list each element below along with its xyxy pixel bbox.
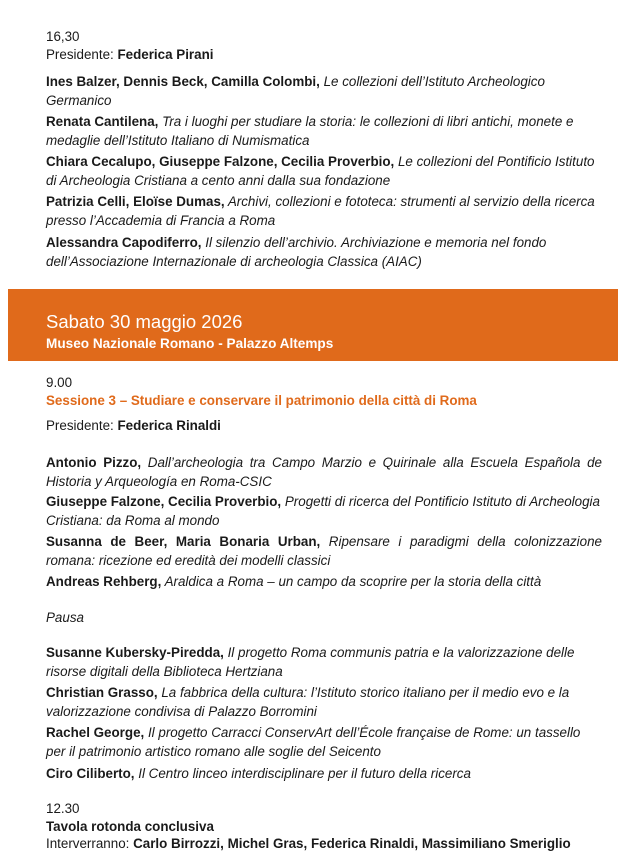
session-title: Sessione 3 – Studiare e conservare il patrimonio della città di Roma	[46, 393, 477, 408]
talk-title: Il progetto Carracci ConservArt dell’École française de Rome: un tassello per il patrimonio artistico romano alle soglie del Seicento	[46, 725, 581, 759]
talk-authors: Christian Grasso,	[46, 685, 158, 700]
saturday-president	[46, 416, 602, 435]
talk-entry	[46, 532, 602, 570]
talk-authors: Ciro Ciliberto,	[46, 766, 135, 781]
day-header-band	[8, 289, 618, 361]
talk-authors: Alessandra Capodiferro,	[46, 235, 202, 250]
talk-entry	[46, 453, 602, 491]
talk-entry	[46, 72, 602, 110]
talk-title: Tra i luoghi per studiare la storia: le collezioni di libri antichi, monete e medaglie dell’Istituto Italiano di Numismatica	[46, 114, 574, 148]
talk-authors: Renata Cantilena,	[46, 114, 159, 129]
speakers-names: Carlo Birrozzi, Michel Gras, Federica Rinaldi, Massimiliano Smeriglio	[133, 836, 571, 851]
talk-authors: Ines Balzer, Dennis Beck, Camilla Colombi,	[46, 74, 320, 89]
talk-authors: Rachel George,	[46, 725, 145, 740]
talk-title: Il Centro linceo interdisciplinare per il futuro della ricerca	[134, 766, 471, 781]
speakers-label: Interverranno:	[46, 836, 134, 851]
talk-title: Il silenzio dell’archivio. Archiviazione e memoria nel fondo dell’Associazione Internazionale di archeologia Classica (AIAC)	[46, 235, 547, 269]
president-name: Federica Pirani	[117, 47, 214, 62]
talk-entry	[46, 492, 602, 530]
talk-title: Araldica a Roma – un campo da scoprire per la storia della città	[161, 574, 542, 589]
talk-authors: Patrizia Celli, Eloïse Dumas,	[46, 194, 225, 209]
round-table-speakers	[46, 834, 602, 853]
talk-authors: Susanne Kubersky-Piredda,	[46, 645, 224, 660]
talk-title: Archivi, collezioni e fototeca: strumenti al servizio della ricerca presso l’Accademia di Francia a Roma	[46, 194, 595, 228]
friday-time: 16,30	[46, 29, 80, 44]
talk-entry	[46, 572, 602, 591]
talk-authors: Chiara Cecalupo, Giuseppe Falzone, Cecilia Proverbio,	[46, 154, 395, 169]
talk-title: Ripensare i paradigmi della colonizzazione romana: ricezione ed eredità dei modelli classici	[46, 534, 602, 568]
president-label: Presidente:	[46, 418, 118, 433]
day-date: Sabato 30 maggio 2026	[46, 311, 243, 332]
talk-authors: Giuseppe Falzone, Cecilia Proverbio,	[46, 494, 282, 509]
round-table-title: Tavola rotonda conclusiva	[46, 819, 214, 834]
president-name: Federica Rinaldi	[117, 418, 221, 433]
talk-title: La fabbrica della cultura: l’Istituto storico italiano per il medio evo e la valorizzazione condivisa di Palazzo Borromini	[46, 685, 570, 719]
talk-entry	[46, 764, 602, 783]
talk-entry	[46, 723, 602, 761]
talk-entry	[46, 233, 602, 271]
day-venue: Museo Nazionale Romano - Palazzo Altemps	[46, 336, 334, 351]
talk-authors: Andreas Rehberg,	[46, 574, 162, 589]
saturday-time: 9.00	[46, 375, 73, 390]
talk-title: Il progetto Roma communis patria e la valorizzazione delle risorse digitali della Biblioteca Hertziana	[46, 645, 575, 679]
talk-authors: Antonio Pizzo,	[46, 455, 142, 470]
friday-president	[46, 45, 602, 64]
talk-entry	[46, 643, 602, 681]
pause-label: Pausa	[46, 610, 84, 625]
talk-title: Le collezioni dell’Istituto Archeologico Germanico	[46, 74, 545, 108]
talk-entry	[46, 683, 602, 721]
talk-authors: Susanna de Beer, Maria Bonaria Urban,	[46, 534, 321, 549]
talk-entry	[46, 192, 602, 230]
talk-title: Dall’archeologia tra Campo Marzio e Quirinale alla Escuela Española de Historia y Arqueología en Roma-CSIC	[46, 455, 602, 489]
talk-title: Progetti di ricerca del Pontificio Istituto di Archeologia Cristiana: da Roma al mondo	[46, 494, 600, 528]
talk-title: Le collezioni del Pontificio Istituto di Archeologia Cristiana a cento anni dalla sua fondazione	[46, 154, 595, 188]
closing-time: 12.30	[46, 801, 80, 816]
president-label: Presidente:	[46, 47, 118, 62]
talk-entry	[46, 152, 602, 190]
talk-entry	[46, 112, 602, 150]
